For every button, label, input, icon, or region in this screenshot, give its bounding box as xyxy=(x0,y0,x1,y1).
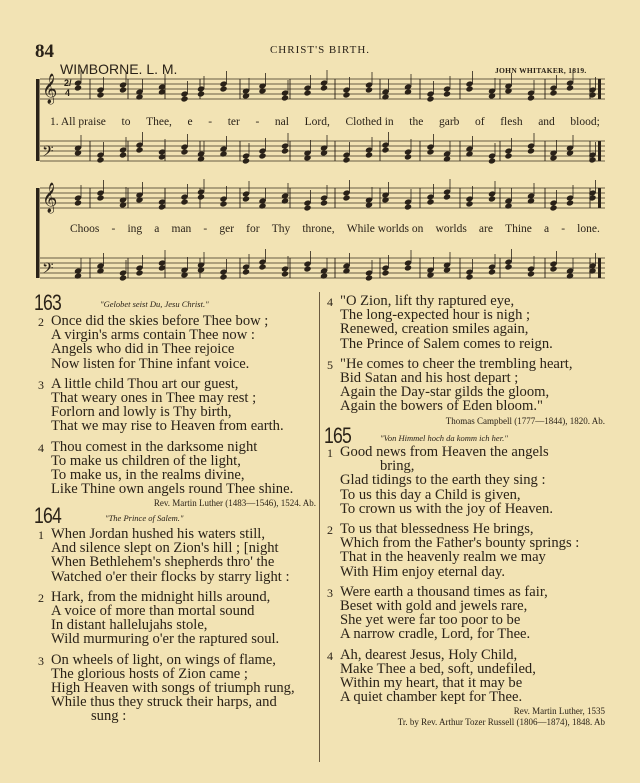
note-head xyxy=(74,272,82,279)
lyric-syllable: to xyxy=(121,116,131,128)
attribution: Tr. by Rev. Arthur Tozer Russell (1806—1874), 1848. Ab xyxy=(397,717,605,728)
note-head xyxy=(135,93,143,100)
note-head xyxy=(197,90,205,97)
note-head xyxy=(488,92,496,99)
note-head xyxy=(96,91,104,98)
note-head xyxy=(365,151,373,158)
verse-line: Like Thine own angels round Thee shine. xyxy=(51,481,294,498)
lyric-syllable: - xyxy=(561,223,566,235)
lyric-syllable: 1. All praise xyxy=(50,116,106,128)
lyric-syllable: garb xyxy=(438,116,460,128)
verse-line: The glorious hosts of Zion came ; xyxy=(51,665,248,682)
note-head xyxy=(180,198,188,205)
final-bar-line xyxy=(598,258,601,278)
running-head: CHRIST'S BIRTH. xyxy=(269,44,371,56)
note-head xyxy=(381,269,389,276)
note-head xyxy=(320,84,328,91)
verse-line: Make Thee a bed, soft, undefiled, xyxy=(340,660,536,677)
note-head xyxy=(258,263,266,270)
hymn-subtitle: "The Prince of Salem." xyxy=(105,513,184,523)
verse xyxy=(327,355,605,415)
verse-line: Forlorn and lowly is Thy birth, xyxy=(51,404,232,421)
verse-line: Thou comest in the darksome night xyxy=(51,438,258,455)
lyric-syllable: worlds xyxy=(435,223,467,235)
lyric-syllable: nal xyxy=(274,116,289,128)
verse-line: Beset with gold and jewels rare, xyxy=(340,598,528,615)
verse-number: 3 xyxy=(327,585,333,600)
verse-line: Ah, dearest Jesus, Holy Child, xyxy=(340,646,518,663)
note-head xyxy=(135,146,143,153)
verse-number: 2 xyxy=(38,590,44,605)
lyric-syllable: are xyxy=(478,223,493,235)
note-head xyxy=(180,271,188,278)
attribution: Rev. Martin Luther, 1535 xyxy=(513,706,605,717)
lyric-syllable: - xyxy=(208,116,213,128)
note-head xyxy=(404,153,412,160)
verse-line: To us this day a Child is given, xyxy=(340,486,521,503)
note-head xyxy=(135,196,143,203)
verse-line: A voice of more than mortal sound xyxy=(51,603,255,620)
note-head xyxy=(219,273,227,280)
note-head xyxy=(365,86,373,93)
note-head xyxy=(381,93,389,100)
verse-number: 2 xyxy=(327,523,333,538)
verse-line: When Jordan hushed his waters still, xyxy=(51,526,266,542)
note-head xyxy=(443,155,451,162)
verse-line: To make us, in the realms divine, xyxy=(51,467,245,484)
verse-line: And silence slept on Zion's hill ; [night xyxy=(51,540,279,557)
tune-name: WIMBORNE. L. M. xyxy=(60,61,178,77)
note-head xyxy=(119,86,127,93)
hymn-164-text-part2 xyxy=(327,293,605,427)
verse-line: Within my heart, that it may be xyxy=(340,675,523,692)
lyric-syllable: and xyxy=(538,116,555,128)
lyric-syllable: Choos xyxy=(70,223,100,235)
note-head xyxy=(549,89,557,96)
note-head xyxy=(566,84,574,91)
note-head xyxy=(465,150,473,157)
verse-line: That in the heavenly realm we may xyxy=(340,549,546,566)
verse-line: Watched o'er their flocks by starry light : xyxy=(51,568,290,585)
note-head xyxy=(465,200,473,207)
verse xyxy=(38,375,316,435)
lyric-syllable: for xyxy=(246,223,260,235)
note-head xyxy=(320,272,328,279)
hymn-subtitle: "Von Himmel hoch da komm ich her." xyxy=(380,433,508,443)
note-head xyxy=(303,265,311,272)
music-score xyxy=(0,0,640,290)
note-head xyxy=(527,147,535,154)
note-head xyxy=(281,270,289,277)
system-brace xyxy=(36,188,40,278)
verse-line: Now listen for Thine infant voice. xyxy=(51,355,250,372)
verse xyxy=(327,646,605,706)
note-head xyxy=(258,152,266,159)
note-head xyxy=(320,199,328,206)
note-head xyxy=(219,200,227,207)
lyric-syllable: ger xyxy=(219,223,235,235)
note-head xyxy=(465,85,473,92)
note-head xyxy=(488,157,496,164)
verse-line: Again the bowers of Eden bloom." xyxy=(340,398,543,415)
lyric-syllable: - xyxy=(203,223,208,235)
note-head xyxy=(527,270,535,277)
note-head xyxy=(465,273,473,280)
verse-line: Good news from Heaven the angels xyxy=(340,444,549,460)
note-head xyxy=(549,204,557,211)
note-head xyxy=(504,152,512,159)
verse xyxy=(38,313,316,372)
note-head xyxy=(404,203,412,210)
attribution: Rev. Martin Luther (1483—1546), 1524. Ab. xyxy=(153,498,316,509)
bass-clef-icon: 𝄢 xyxy=(42,143,54,164)
lyric-line-2 xyxy=(70,223,600,235)
lyric-syllable: flesh xyxy=(500,116,523,128)
column-divider xyxy=(319,292,320,762)
note-head xyxy=(119,201,127,208)
lyric-syllable: Lord, xyxy=(304,116,330,128)
note-head xyxy=(426,271,434,278)
lyric-syllable: Thine xyxy=(505,223,532,235)
note-head xyxy=(74,149,82,156)
verse-line: "O Zion, lift thy raptured eye, xyxy=(340,293,515,309)
note-head xyxy=(180,95,188,102)
note-head xyxy=(180,148,188,155)
verse-line: bring, xyxy=(380,458,415,475)
lyric-syllable: While worlds on xyxy=(346,223,424,235)
lyric-line-1 xyxy=(50,116,600,128)
note-head xyxy=(566,149,574,156)
lyric-syllable: - xyxy=(111,223,116,235)
note-head xyxy=(96,194,104,201)
page-number: 84 xyxy=(35,41,54,62)
verse-line: High Heaven with songs of triumph rung, xyxy=(51,680,295,697)
verse-line: With Him enjoy eternal day. xyxy=(340,563,506,580)
note-head xyxy=(365,274,373,281)
treble-clef-icon: 𝄞 xyxy=(42,74,58,104)
composer-credit: JOHN WHITAKER, 1819. xyxy=(495,66,587,75)
lyric-syllable: of xyxy=(475,116,485,128)
lyric-syllable: a xyxy=(544,223,550,235)
verse xyxy=(38,438,316,498)
verse-line: Once did the skies before Thee bow ; xyxy=(51,313,269,329)
note-head xyxy=(549,154,557,161)
lyric-syllable: blood; xyxy=(570,116,600,128)
verse xyxy=(38,526,316,585)
note-head xyxy=(443,266,451,273)
verse-line: A quiet chamber kept for Thee. xyxy=(340,689,523,706)
note-head xyxy=(242,195,250,202)
verse-line: A virgin's arms contain Thee now : xyxy=(51,327,255,344)
hymn-164-text-part1 xyxy=(38,526,316,730)
note-head xyxy=(258,202,266,209)
note-head xyxy=(119,151,127,158)
lyric-syllable: Thy xyxy=(271,223,291,235)
lyric-syllable: a xyxy=(154,223,160,235)
verse-line: On wheels of light, on wings of flame, xyxy=(51,651,276,668)
verse-line: Glad tidings to the earth they sing : xyxy=(340,472,546,489)
hymn-number: 165 xyxy=(324,423,351,448)
note-head xyxy=(504,87,512,94)
note-head xyxy=(549,265,557,272)
note-head xyxy=(342,267,350,274)
hymn-number: 164 xyxy=(34,503,61,528)
verse xyxy=(38,651,316,725)
verse-number: 4 xyxy=(38,440,44,455)
note-head xyxy=(242,268,250,275)
lyric-syllable: throne, xyxy=(302,223,335,235)
note-head xyxy=(342,156,350,163)
final-bar-line xyxy=(598,141,601,161)
note-head xyxy=(281,94,289,101)
verse xyxy=(327,293,605,352)
verse-line: That we may rise to Heaven from earth. xyxy=(51,418,284,435)
verse-line: She yet were far too poor to be xyxy=(340,612,521,629)
verse xyxy=(327,444,605,517)
verse-number: 4 xyxy=(327,648,333,663)
attribution: Thomas Campbell (1777—1844), 1820. Ab. xyxy=(445,415,605,426)
note-head xyxy=(281,197,289,204)
treble-clef-icon: 𝄞 xyxy=(42,183,58,213)
lyric-syllable: e xyxy=(187,116,193,128)
verse-number: 1 xyxy=(38,528,44,542)
system-brace xyxy=(36,79,40,161)
verse-number: 5 xyxy=(327,357,333,372)
verse-line: The long-expected hour is nigh ; xyxy=(340,307,531,324)
note-head xyxy=(119,274,127,281)
note-head xyxy=(303,154,311,161)
verse-number: 3 xyxy=(38,377,44,392)
verse-line: To us that blessedness He brings, xyxy=(340,521,534,538)
note-head xyxy=(527,94,535,101)
note-head xyxy=(381,196,389,203)
note-head xyxy=(426,148,434,155)
note-head xyxy=(74,199,82,206)
note-head xyxy=(443,90,451,97)
lyric-syllable: lone. xyxy=(577,223,600,235)
note-head xyxy=(504,263,512,270)
verse xyxy=(38,588,316,648)
note-head xyxy=(488,268,496,275)
verse-line: In distant hallelujahs stole, xyxy=(51,617,208,634)
note-head xyxy=(219,150,227,157)
verse-line: The Prince of Salem comes to reign. xyxy=(340,335,553,352)
lyric-syllable: ing xyxy=(127,223,143,235)
note-head xyxy=(303,204,311,211)
verse-line: Angels who did in Thee rejoice xyxy=(51,341,235,358)
note-head xyxy=(342,91,350,98)
note-head xyxy=(566,199,574,206)
hymn-165-text xyxy=(327,444,605,728)
verse-line: sung : xyxy=(91,708,127,725)
lyric-syllable: - xyxy=(255,116,260,128)
note-head xyxy=(488,195,496,202)
verse-number: 4 xyxy=(327,295,333,309)
final-bar-line xyxy=(598,79,601,99)
verse-number: 3 xyxy=(38,653,44,668)
verse xyxy=(327,583,605,643)
final-bar-line xyxy=(598,188,601,208)
note-head xyxy=(303,89,311,96)
verse-number: 1 xyxy=(327,446,333,460)
lyric-syllable: Thee, xyxy=(146,116,172,128)
verse-line: Bid Satan and his host depart ; xyxy=(340,370,519,387)
verse-line: Were earth a thousand times as fair, xyxy=(340,583,548,600)
verse-line: To make us children of the light, xyxy=(51,452,241,469)
note-head xyxy=(426,95,434,102)
hymn-subtitle: "Gelobet seist Du, Jesu Christ." xyxy=(100,299,209,309)
verse-line: Wild murmuring o'er the raptured soul. xyxy=(51,631,280,648)
lyric-syllable: the xyxy=(409,116,424,128)
lyric-syllable: Clothed in xyxy=(345,116,394,128)
note-head xyxy=(74,84,82,91)
note-head xyxy=(258,87,266,94)
verse-line: Hark, from the midnight hills around, xyxy=(51,588,271,605)
note-head xyxy=(320,149,328,156)
note-head xyxy=(404,264,412,271)
time-signature: 2/4 xyxy=(64,78,72,98)
verse xyxy=(327,521,605,580)
verse-line: A narrow cradle, Lord, for Thee. xyxy=(340,626,531,643)
note-head xyxy=(365,201,373,208)
hymn-number: 163 xyxy=(34,290,61,315)
note-head xyxy=(135,269,143,276)
note-head xyxy=(197,266,205,273)
note-head xyxy=(443,193,451,200)
verse-line: To crown us with the joy of Heaven. xyxy=(340,500,553,517)
note-head xyxy=(242,157,250,164)
verse-line: That weary ones in Thee may rest ; xyxy=(51,390,257,407)
note-head xyxy=(197,155,205,162)
note-head xyxy=(527,197,535,204)
note-head xyxy=(219,85,227,92)
verse-number: 2 xyxy=(38,315,44,329)
verse-line: When Bethlehem's shepherds thro' the xyxy=(51,554,275,571)
note-head xyxy=(381,146,389,153)
bass-clef-icon: 𝄢 xyxy=(42,260,54,281)
note-head xyxy=(242,92,250,99)
verse-line: Renewed, creation smiles again, xyxy=(340,321,529,338)
note-head xyxy=(96,156,104,163)
note-head xyxy=(504,202,512,209)
lyric-syllable: man xyxy=(171,223,192,235)
note-head xyxy=(96,267,104,274)
lyric-syllable: ter xyxy=(227,116,240,128)
note-head xyxy=(197,193,205,200)
note-head xyxy=(342,194,350,201)
note-head xyxy=(566,272,574,279)
verse-line: Again the Day-star gilds the gloom, xyxy=(340,384,550,401)
verse-line: While thus they struck their harps, and xyxy=(51,694,277,711)
verse-line: A little child Thou art our guest, xyxy=(51,375,239,392)
note-head xyxy=(281,147,289,154)
note-head xyxy=(426,198,434,205)
note-head xyxy=(404,88,412,95)
hymn-163-text xyxy=(38,313,316,509)
verse-line: Which from the Father's bounty springs : xyxy=(340,535,580,552)
verse-line: "He comes to cheer the trembling heart, xyxy=(340,355,573,372)
